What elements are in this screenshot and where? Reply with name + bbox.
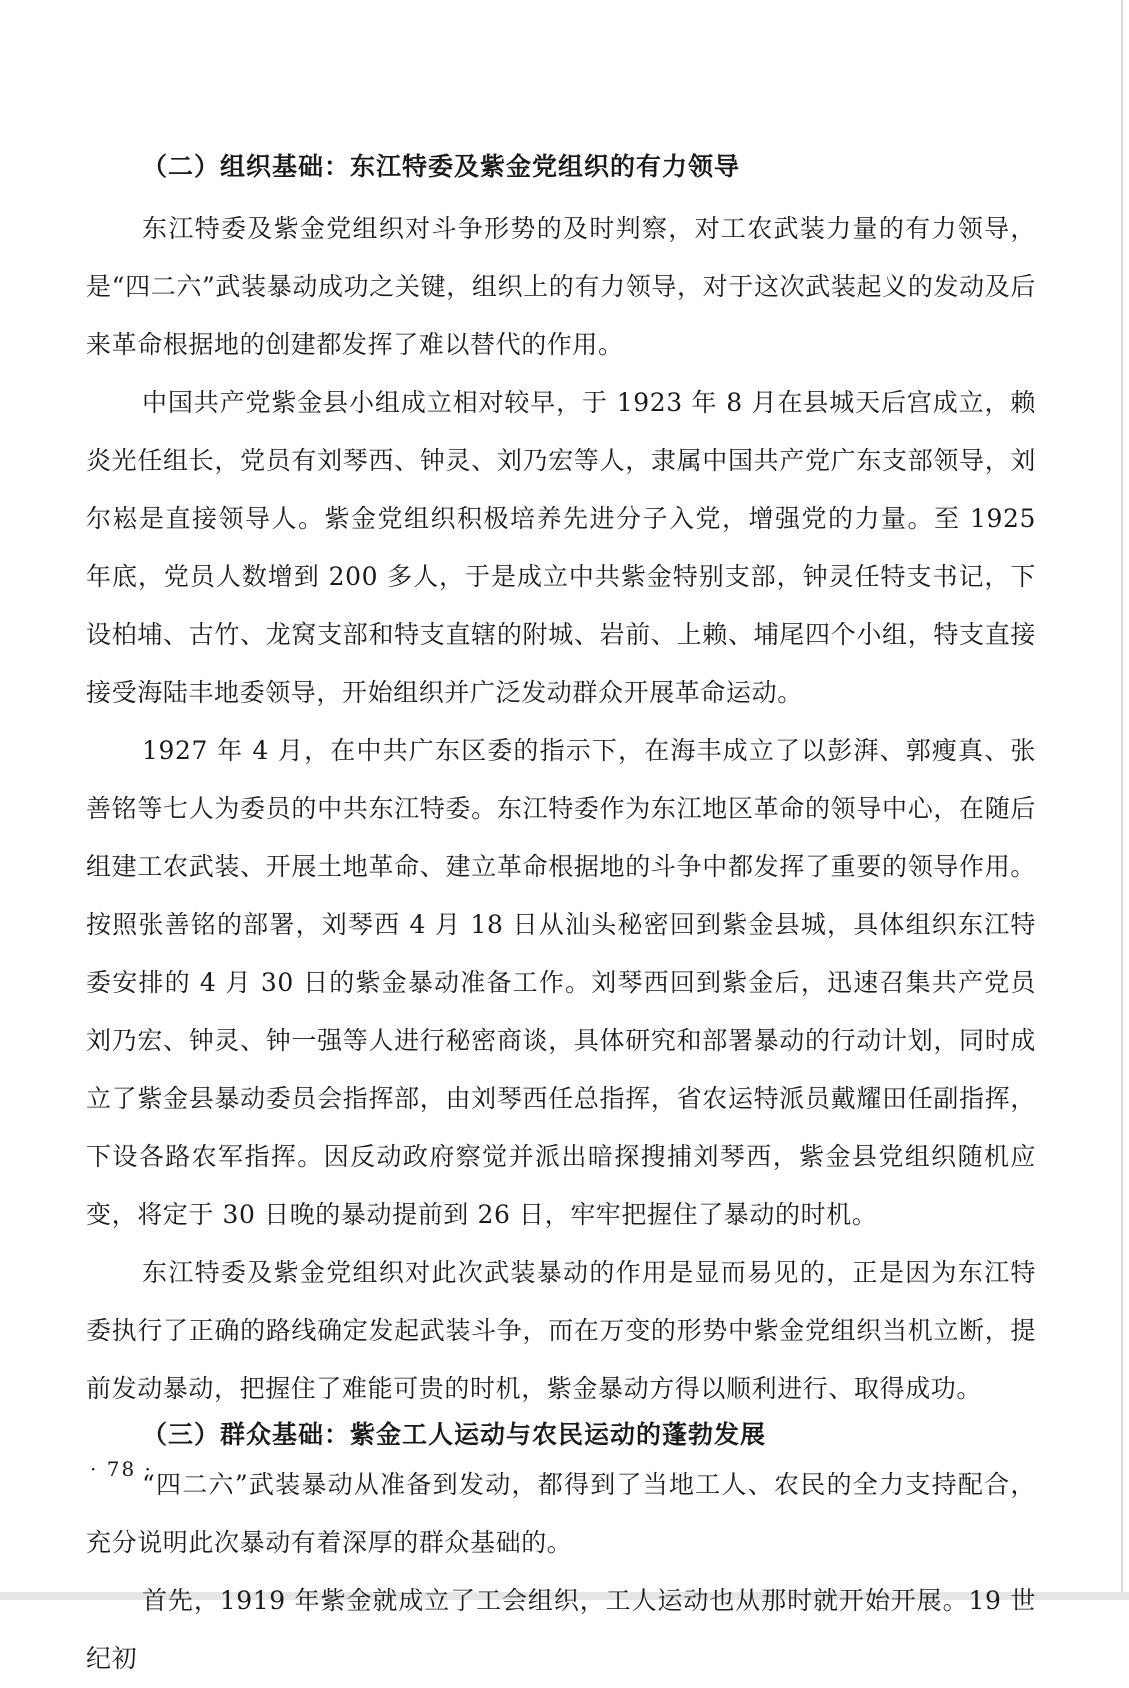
paragraph: 东江特委及紫金党组织对此次武装暴动的作用是显而易见的，正是因为东江特委执行了正确的路线确定发起武装斗争，而在万变的形势中紫金党组织当机立断，提前发动暴动，把握住了难能可贵的时机，紫金暴动方得以顺利进行、取得成功。	[86, 1258, 1036, 1403]
paragraph: 东江特委及紫金党组织对斗争形势的及时判察，对工农武装力量的有力领导，是“四二六”武装暴动成功之关键，组织上的有力领导，对于这次武装起义的发动及后来革命根据地的创建都发挥了难以替代的作用。	[86, 214, 1036, 359]
page-body	[86, 152, 1036, 1688]
section-heading-masses: （三）群众基础：紫金工人运动与农民运动的蓬勃发展	[142, 1420, 767, 1449]
paragraph: 首先，1919 年紫金就成立了工会组织，工人运动也从那时就开始开展。19 世纪初	[86, 1586, 1036, 1673]
paragraph: 1927 年 4 月，在中共广东区委的指示下，在海丰成立了以彭湃、郭瘦真、张善铭等七人为委员的中共东江特委。东江特委作为东江地区革命的领导中心，在随后组建工农武装、开展土地革命、建立革命根据地的斗争中都发挥了重要的领导作用。按照张善铭的部署，刘琴西 4 月 18 日从汕头秘密回到紫金县城，具体组织东江特委安排的 4 月 30 日的紫金暴动准备工作。刘琴西回到紫金后，迅速召集共产党员刘乃宏、钟灵、钟一强等人进行秘密商谈，具体研究和部署暴动的行动计划，同时成立了紫金县暴动委员会指挥部，由刘琴西任总指挥，省农运特派员戴耀田任副指挥，下设各路农军指挥。因反动政府察觉并派出暗探搜捕刘琴西，紫金县党组织随机应变，将定于 30 日晚的暴动提前到 26 日，牢牢把握住了暴动的时机。	[86, 736, 1036, 1229]
page-number: · 78 ·	[90, 1457, 153, 1481]
paragraph: “四二六”武装暴动从准备到发动，都得到了当地工人、农民的全力支持配合，充分说明此次暴动有着深厚的群众基础的。	[86, 1470, 1036, 1557]
section-heading-organization: （二）组织基础：东江特委及紫金党组织的有力领导	[142, 152, 741, 181]
paragraph: 中国共产党紫金县小组成立相对较早，于 1923 年 8 月在县城天后宫成立，赖炎光任组长，党员有刘琴西、钟灵、刘乃宏等人，隶属中国共产党广东支部领导，刘尔崧是直接领导人。紫金党组织积极培养先进分子入党，增强党的力量。至 1925 年底，党员人数增到 200 多人，于是成立中共紫金特别支部，钟灵任特支书记，下设柏埔、古竹、龙窝支部和特支直辖的附城、岩前、上赖、埔尾四个小组，特支直接接受海陆丰地委领导，开始组织并广泛发动群众开展革命运动。	[86, 388, 1036, 707]
scan-edge-line	[1121, 0, 1123, 1600]
